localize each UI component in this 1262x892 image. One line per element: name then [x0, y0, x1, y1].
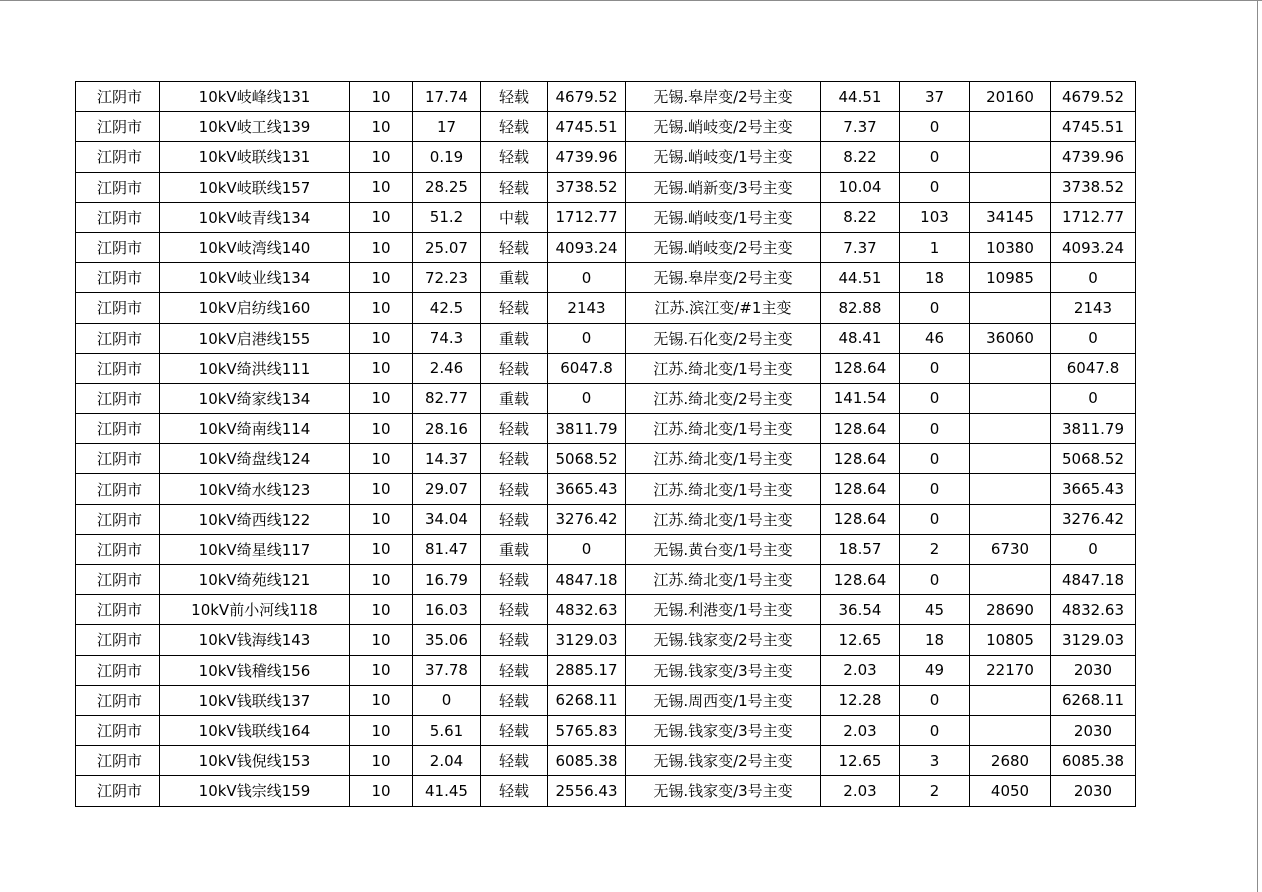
table-row	[76, 685, 1136, 715]
main-transformer-cell: 无锡.钱家变/2号主变	[626, 625, 821, 655]
load-status-cell: 轻载	[481, 565, 548, 595]
table-row	[76, 232, 1136, 262]
user-capacity-cell	[970, 353, 1051, 383]
voltage-cell: 10	[350, 172, 413, 202]
table-row	[76, 202, 1136, 232]
load-status-cell: 轻载	[481, 625, 548, 655]
load-rate-cell: 82.77	[413, 383, 481, 413]
main-transformer-cell: 无锡.利港变/1号主变	[626, 595, 821, 625]
user-count-cell: 2	[900, 776, 970, 806]
voltage-cell: 10	[350, 323, 413, 353]
feeder-name-cell: 10kV岐青线134	[160, 202, 350, 232]
main-transformer-cell: 无锡.峭新变/3号主变	[626, 172, 821, 202]
table-row	[76, 625, 1136, 655]
feeder-load-table	[75, 81, 1136, 807]
load-status-cell: 轻载	[481, 746, 548, 776]
main-transformer-cell: 无锡.钱家变/3号主变	[626, 776, 821, 806]
open-capacity-cell: 4745.51	[1051, 112, 1136, 142]
main-transformer-cell: 江苏.绮北变/1号主变	[626, 444, 821, 474]
user-capacity-cell	[970, 383, 1051, 413]
feeder-name-cell: 10kV绮西线122	[160, 504, 350, 534]
table-row	[76, 776, 1136, 806]
load-rate-cell: 35.06	[413, 625, 481, 655]
load-status-cell: 轻载	[481, 474, 548, 504]
feeder-name-cell: 10kV绮水线123	[160, 474, 350, 504]
open-capacity-cell: 2030	[1051, 776, 1136, 806]
load-status-cell: 重载	[481, 534, 548, 564]
transformer-load-rate-cell: 7.37	[821, 232, 900, 262]
main-transformer-cell: 江苏.滨江变/#1主变	[626, 293, 821, 323]
open-capacity-cell: 2030	[1051, 715, 1136, 745]
feeder-name-cell: 10kV绮盘线124	[160, 444, 350, 474]
table-row	[76, 565, 1136, 595]
open-capacity-cell: 0	[1051, 323, 1136, 353]
city-cell: 江阴市	[76, 323, 160, 353]
available-capacity-cell: 1712.77	[548, 202, 626, 232]
main-transformer-cell: 无锡.峭岐变/2号主变	[626, 112, 821, 142]
open-capacity-cell: 6047.8	[1051, 353, 1136, 383]
available-capacity-cell: 0	[548, 383, 626, 413]
city-cell: 江阴市	[76, 202, 160, 232]
user-count-cell: 0	[900, 715, 970, 745]
open-capacity-cell: 4093.24	[1051, 232, 1136, 262]
load-status-cell: 轻载	[481, 353, 548, 383]
city-cell: 江阴市	[76, 444, 160, 474]
transformer-load-rate-cell: 7.37	[821, 112, 900, 142]
page-top-border	[0, 0, 1262, 1]
feeder-name-cell: 10kV启纺线160	[160, 293, 350, 323]
available-capacity-cell: 0	[548, 323, 626, 353]
available-capacity-cell: 4847.18	[548, 565, 626, 595]
open-capacity-cell: 2030	[1051, 655, 1136, 685]
available-capacity-cell: 0	[548, 534, 626, 564]
user-capacity-cell: 10380	[970, 232, 1051, 262]
user-capacity-cell: 22170	[970, 655, 1051, 685]
available-capacity-cell: 3129.03	[548, 625, 626, 655]
main-transformer-cell: 江苏.绮北变/2号主变	[626, 383, 821, 413]
voltage-cell: 10	[350, 82, 413, 112]
feeder-name-cell: 10kV绮苑线121	[160, 565, 350, 595]
user-count-cell: 37	[900, 82, 970, 112]
city-cell: 江阴市	[76, 655, 160, 685]
available-capacity-cell: 5765.83	[548, 715, 626, 745]
open-capacity-cell: 3276.42	[1051, 504, 1136, 534]
load-rate-cell: 72.23	[413, 263, 481, 293]
user-capacity-cell	[970, 685, 1051, 715]
feeder-name-cell: 10kV钱倪线153	[160, 746, 350, 776]
user-count-cell: 0	[900, 172, 970, 202]
load-rate-cell: 0	[413, 685, 481, 715]
available-capacity-cell: 3276.42	[548, 504, 626, 534]
open-capacity-cell: 6268.11	[1051, 685, 1136, 715]
user-capacity-cell	[970, 293, 1051, 323]
city-cell: 江阴市	[76, 112, 160, 142]
load-status-cell: 轻载	[481, 232, 548, 262]
open-capacity-cell: 6085.38	[1051, 746, 1136, 776]
user-capacity-cell: 36060	[970, 323, 1051, 353]
main-transformer-cell: 无锡.皋岸变/2号主变	[626, 263, 821, 293]
load-rate-cell: 25.07	[413, 232, 481, 262]
user-count-cell: 103	[900, 202, 970, 232]
transformer-load-rate-cell: 44.51	[821, 263, 900, 293]
available-capacity-cell: 6268.11	[548, 685, 626, 715]
voltage-cell: 10	[350, 504, 413, 534]
open-capacity-cell: 1712.77	[1051, 202, 1136, 232]
load-rate-cell: 0.19	[413, 142, 481, 172]
load-status-cell: 轻载	[481, 776, 548, 806]
user-count-cell: 0	[900, 685, 970, 715]
transformer-load-rate-cell: 8.22	[821, 142, 900, 172]
load-status-cell: 轻载	[481, 715, 548, 745]
feeder-name-cell: 10kV钱联线137	[160, 685, 350, 715]
load-rate-cell: 37.78	[413, 655, 481, 685]
city-cell: 江阴市	[76, 414, 160, 444]
table-body	[76, 82, 1136, 807]
user-count-cell: 2	[900, 534, 970, 564]
page-right-border	[1257, 0, 1258, 892]
feeder-name-cell: 10kV绮洪线111	[160, 353, 350, 383]
load-status-cell: 轻载	[481, 172, 548, 202]
user-capacity-cell	[970, 414, 1051, 444]
user-count-cell: 18	[900, 263, 970, 293]
voltage-cell: 10	[350, 353, 413, 383]
transformer-load-rate-cell: 18.57	[821, 534, 900, 564]
voltage-cell: 10	[350, 444, 413, 474]
load-rate-cell: 5.61	[413, 715, 481, 745]
user-count-cell: 0	[900, 444, 970, 474]
city-cell: 江阴市	[76, 263, 160, 293]
feeder-name-cell: 10kV前小河线118	[160, 595, 350, 625]
voltage-cell: 10	[350, 625, 413, 655]
available-capacity-cell: 4679.52	[548, 82, 626, 112]
user-capacity-cell: 6730	[970, 534, 1051, 564]
user-count-cell: 0	[900, 293, 970, 323]
open-capacity-cell: 4679.52	[1051, 82, 1136, 112]
load-rate-cell: 28.16	[413, 414, 481, 444]
user-capacity-cell	[970, 474, 1051, 504]
transformer-load-rate-cell: 2.03	[821, 655, 900, 685]
open-capacity-cell: 0	[1051, 383, 1136, 413]
transformer-load-rate-cell: 82.88	[821, 293, 900, 323]
user-capacity-cell: 10985	[970, 263, 1051, 293]
table-row	[76, 112, 1136, 142]
open-capacity-cell: 3129.03	[1051, 625, 1136, 655]
user-count-cell: 46	[900, 323, 970, 353]
transformer-load-rate-cell: 128.64	[821, 414, 900, 444]
transformer-load-rate-cell: 12.65	[821, 746, 900, 776]
available-capacity-cell: 4745.51	[548, 112, 626, 142]
feeder-name-cell: 10kV绮家线134	[160, 383, 350, 413]
city-cell: 江阴市	[76, 383, 160, 413]
available-capacity-cell: 2885.17	[548, 655, 626, 685]
available-capacity-cell: 5068.52	[548, 444, 626, 474]
available-capacity-cell: 6047.8	[548, 353, 626, 383]
feeder-name-cell: 10kV岐联线131	[160, 142, 350, 172]
transformer-load-rate-cell: 128.64	[821, 504, 900, 534]
main-transformer-cell: 无锡.钱家变/3号主变	[626, 655, 821, 685]
load-rate-cell: 17.74	[413, 82, 481, 112]
load-rate-cell: 28.25	[413, 172, 481, 202]
main-transformer-cell: 江苏.绮北变/1号主变	[626, 504, 821, 534]
city-cell: 江阴市	[76, 595, 160, 625]
user-count-cell: 3	[900, 746, 970, 776]
user-count-cell: 1	[900, 232, 970, 262]
open-capacity-cell: 0	[1051, 263, 1136, 293]
table-row	[76, 142, 1136, 172]
city-cell: 江阴市	[76, 776, 160, 806]
user-count-cell: 18	[900, 625, 970, 655]
city-cell: 江阴市	[76, 565, 160, 595]
user-capacity-cell	[970, 142, 1051, 172]
transformer-load-rate-cell: 10.04	[821, 172, 900, 202]
main-transformer-cell: 无锡.周西变/1号主变	[626, 685, 821, 715]
city-cell: 江阴市	[76, 353, 160, 383]
user-capacity-cell: 10805	[970, 625, 1051, 655]
open-capacity-cell: 3738.52	[1051, 172, 1136, 202]
load-rate-cell: 41.45	[413, 776, 481, 806]
load-status-cell: 中载	[481, 202, 548, 232]
available-capacity-cell: 2556.43	[548, 776, 626, 806]
load-status-cell: 轻载	[481, 685, 548, 715]
feeder-name-cell: 10kV钱海线143	[160, 625, 350, 655]
load-status-cell: 轻载	[481, 655, 548, 685]
main-transformer-cell: 无锡.峭岐变/1号主变	[626, 142, 821, 172]
city-cell: 江阴市	[76, 685, 160, 715]
city-cell: 江阴市	[76, 534, 160, 564]
feeder-name-cell: 10kV启港线155	[160, 323, 350, 353]
load-status-cell: 轻载	[481, 82, 548, 112]
load-status-cell: 轻载	[481, 504, 548, 534]
main-transformer-cell: 无锡.石化变/2号主变	[626, 323, 821, 353]
voltage-cell: 10	[350, 746, 413, 776]
load-rate-cell: 2.46	[413, 353, 481, 383]
user-count-cell: 45	[900, 595, 970, 625]
table-row	[76, 414, 1136, 444]
user-capacity-cell	[970, 565, 1051, 595]
table-row	[76, 263, 1136, 293]
load-rate-cell: 29.07	[413, 474, 481, 504]
available-capacity-cell: 2143	[548, 293, 626, 323]
city-cell: 江阴市	[76, 504, 160, 534]
open-capacity-cell: 5068.52	[1051, 444, 1136, 474]
voltage-cell: 10	[350, 776, 413, 806]
feeder-name-cell: 10kV钱联线164	[160, 715, 350, 745]
feeder-name-cell: 10kV岐业线134	[160, 263, 350, 293]
transformer-load-rate-cell: 2.03	[821, 715, 900, 745]
main-transformer-cell: 无锡.峭岐变/2号主变	[626, 232, 821, 262]
available-capacity-cell: 0	[548, 263, 626, 293]
table-row	[76, 595, 1136, 625]
main-transformer-cell: 无锡.钱家变/2号主变	[626, 746, 821, 776]
load-rate-cell: 51.2	[413, 202, 481, 232]
load-status-cell: 轻载	[481, 595, 548, 625]
user-capacity-cell: 20160	[970, 82, 1051, 112]
voltage-cell: 10	[350, 202, 413, 232]
feeder-name-cell: 10kV岐湾线140	[160, 232, 350, 262]
available-capacity-cell: 3811.79	[548, 414, 626, 444]
user-capacity-cell	[970, 715, 1051, 745]
load-rate-cell: 17	[413, 112, 481, 142]
user-count-cell: 0	[900, 112, 970, 142]
user-count-cell: 0	[900, 383, 970, 413]
load-status-cell: 轻载	[481, 112, 548, 142]
voltage-cell: 10	[350, 655, 413, 685]
user-count-cell: 0	[900, 565, 970, 595]
table-row	[76, 655, 1136, 685]
user-count-cell: 0	[900, 504, 970, 534]
open-capacity-cell: 0	[1051, 534, 1136, 564]
load-rate-cell: 42.5	[413, 293, 481, 323]
table-row	[76, 746, 1136, 776]
user-count-cell: 0	[900, 142, 970, 172]
transformer-load-rate-cell: 2.03	[821, 776, 900, 806]
available-capacity-cell: 6085.38	[548, 746, 626, 776]
feeder-name-cell: 10kV岐峰线131	[160, 82, 350, 112]
city-cell: 江阴市	[76, 142, 160, 172]
user-count-cell: 0	[900, 353, 970, 383]
transformer-load-rate-cell: 48.41	[821, 323, 900, 353]
user-capacity-cell: 4050	[970, 776, 1051, 806]
load-rate-cell: 16.79	[413, 565, 481, 595]
load-status-cell: 重载	[481, 263, 548, 293]
load-status-cell: 轻载	[481, 444, 548, 474]
table-row	[76, 172, 1136, 202]
load-rate-cell: 14.37	[413, 444, 481, 474]
load-rate-cell: 81.47	[413, 534, 481, 564]
user-capacity-cell	[970, 444, 1051, 474]
table-row	[76, 323, 1136, 353]
load-status-cell: 重载	[481, 323, 548, 353]
user-capacity-cell	[970, 112, 1051, 142]
available-capacity-cell: 3665.43	[548, 474, 626, 504]
load-status-cell: 轻载	[481, 414, 548, 444]
main-transformer-cell: 无锡.钱家变/3号主变	[626, 715, 821, 745]
available-capacity-cell: 4832.63	[548, 595, 626, 625]
main-transformer-cell: 无锡.皋岸变/2号主变	[626, 82, 821, 112]
user-capacity-cell: 34145	[970, 202, 1051, 232]
user-capacity-cell: 2680	[970, 746, 1051, 776]
user-count-cell: 49	[900, 655, 970, 685]
available-capacity-cell: 3738.52	[548, 172, 626, 202]
table-row	[76, 474, 1136, 504]
transformer-load-rate-cell: 8.22	[821, 202, 900, 232]
feeder-name-cell: 10kV绮南线114	[160, 414, 350, 444]
transformer-load-rate-cell: 128.64	[821, 565, 900, 595]
main-transformer-cell: 无锡.峭岐变/1号主变	[626, 202, 821, 232]
voltage-cell: 10	[350, 414, 413, 444]
available-capacity-cell: 4739.96	[548, 142, 626, 172]
available-capacity-cell: 4093.24	[548, 232, 626, 262]
user-count-cell: 0	[900, 474, 970, 504]
load-rate-cell: 16.03	[413, 595, 481, 625]
transformer-load-rate-cell: 36.54	[821, 595, 900, 625]
feeder-name-cell: 10kV岐工线139	[160, 112, 350, 142]
transformer-load-rate-cell: 12.28	[821, 685, 900, 715]
voltage-cell: 10	[350, 474, 413, 504]
main-transformer-cell: 江苏.绮北变/1号主变	[626, 474, 821, 504]
user-capacity-cell: 28690	[970, 595, 1051, 625]
city-cell: 江阴市	[76, 293, 160, 323]
load-rate-cell: 34.04	[413, 504, 481, 534]
voltage-cell: 10	[350, 142, 413, 172]
main-transformer-cell: 无锡.黄台变/1号主变	[626, 534, 821, 564]
open-capacity-cell: 4847.18	[1051, 565, 1136, 595]
city-cell: 江阴市	[76, 625, 160, 655]
open-capacity-cell: 4739.96	[1051, 142, 1136, 172]
transformer-load-rate-cell: 128.64	[821, 474, 900, 504]
transformer-load-rate-cell: 44.51	[821, 82, 900, 112]
voltage-cell: 10	[350, 383, 413, 413]
city-cell: 江阴市	[76, 715, 160, 745]
voltage-cell: 10	[350, 715, 413, 745]
main-transformer-cell: 江苏.绮北变/1号主变	[626, 353, 821, 383]
voltage-cell: 10	[350, 595, 413, 625]
voltage-cell: 10	[350, 112, 413, 142]
voltage-cell: 10	[350, 685, 413, 715]
voltage-cell: 10	[350, 232, 413, 262]
load-status-cell: 轻载	[481, 142, 548, 172]
main-transformer-cell: 江苏.绮北变/1号主变	[626, 565, 821, 595]
city-cell: 江阴市	[76, 232, 160, 262]
load-status-cell: 轻载	[481, 293, 548, 323]
transformer-load-rate-cell: 12.65	[821, 625, 900, 655]
user-capacity-cell	[970, 172, 1051, 202]
table-row	[76, 534, 1136, 564]
main-transformer-cell: 江苏.绮北变/1号主变	[626, 414, 821, 444]
user-capacity-cell	[970, 504, 1051, 534]
voltage-cell: 10	[350, 534, 413, 564]
city-cell: 江阴市	[76, 82, 160, 112]
city-cell: 江阴市	[76, 172, 160, 202]
table-row	[76, 353, 1136, 383]
open-capacity-cell: 3811.79	[1051, 414, 1136, 444]
table-row	[76, 82, 1136, 112]
open-capacity-cell: 2143	[1051, 293, 1136, 323]
feeder-name-cell: 10kV绮星线117	[160, 534, 350, 564]
table-row	[76, 383, 1136, 413]
table-row	[76, 293, 1136, 323]
table-row	[76, 504, 1136, 534]
feeder-name-cell: 10kV钱稽线156	[160, 655, 350, 685]
feeder-name-cell: 10kV钱宗线159	[160, 776, 350, 806]
voltage-cell: 10	[350, 263, 413, 293]
user-count-cell: 0	[900, 414, 970, 444]
voltage-cell: 10	[350, 293, 413, 323]
load-rate-cell: 2.04	[413, 746, 481, 776]
city-cell: 江阴市	[76, 474, 160, 504]
transformer-load-rate-cell: 128.64	[821, 444, 900, 474]
voltage-cell: 10	[350, 565, 413, 595]
load-status-cell: 重载	[481, 383, 548, 413]
city-cell: 江阴市	[76, 746, 160, 776]
open-capacity-cell: 3665.43	[1051, 474, 1136, 504]
table-row	[76, 444, 1136, 474]
transformer-load-rate-cell: 128.64	[821, 353, 900, 383]
open-capacity-cell: 4832.63	[1051, 595, 1136, 625]
transformer-load-rate-cell: 141.54	[821, 383, 900, 413]
load-rate-cell: 74.3	[413, 323, 481, 353]
table-row	[76, 715, 1136, 745]
feeder-name-cell: 10kV岐联线157	[160, 172, 350, 202]
